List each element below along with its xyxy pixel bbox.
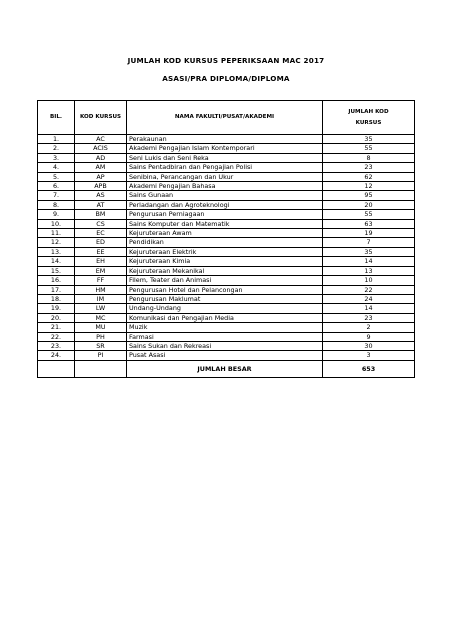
- cell-jumlah: 55: [323, 210, 415, 219]
- document-subtitle: ASASI/PRA DIPLOMA/DIPLOMA: [162, 74, 290, 83]
- cell-kod-kursus: CS: [75, 219, 127, 228]
- cell-kod-kursus: FF: [75, 276, 127, 285]
- table-row: [38, 238, 415, 247]
- cell-jumlah: 20: [323, 200, 415, 209]
- cell-bil: 11.: [38, 229, 75, 238]
- table-row: [38, 266, 415, 275]
- header-nama: NAMA FAKULTI/PUSAT/AKADEMI: [127, 101, 323, 135]
- cell-nama: Pusat Asasi: [127, 351, 323, 360]
- cell-nama: Perakaunan: [127, 135, 323, 144]
- table-row: [38, 219, 415, 228]
- cell-kod-kursus: EE: [75, 247, 127, 256]
- cell-jumlah: 10: [323, 276, 415, 285]
- cell-nama: Pengurusan Perniagaan: [127, 210, 323, 219]
- cell-kod-kursus: BM: [75, 210, 127, 219]
- cell-nama: Pendidikan: [127, 238, 323, 247]
- cell-kod-kursus: AS: [75, 191, 127, 200]
- cell-nama: Filem, Teater dan Animasi: [127, 276, 323, 285]
- table-row: [38, 210, 415, 219]
- cell-kod-kursus: EM: [75, 266, 127, 275]
- table-row: [38, 313, 415, 322]
- cell-kod-kursus: AC: [75, 135, 127, 144]
- table-row: [38, 257, 415, 266]
- total-label: JUMLAH BESAR: [127, 360, 323, 377]
- cell-jumlah: 12: [323, 182, 415, 191]
- table-row: [38, 163, 415, 172]
- table-row: [38, 153, 415, 162]
- cell-jumlah: 35: [323, 247, 415, 256]
- cell-nama: Sains Komputer dan Matematik: [127, 219, 323, 228]
- cell-kod-kursus: LW: [75, 304, 127, 313]
- table-row: [38, 247, 415, 256]
- cell-bil: 5.: [38, 172, 75, 181]
- cell-kod-kursus: SR: [75, 341, 127, 350]
- cell-jumlah: 30: [323, 341, 415, 350]
- cell-kod-kursus: ACIS: [75, 144, 127, 153]
- cell-kod-kursus: EC: [75, 229, 127, 238]
- header-kod-kursus: KOD KURSUS: [75, 101, 127, 135]
- cell-kod-kursus: AT: [75, 200, 127, 209]
- cell-jumlah: 95: [323, 191, 415, 200]
- cell-jumlah: 23: [323, 313, 415, 322]
- cell-jumlah: 14: [323, 257, 415, 266]
- table-row: [38, 229, 415, 238]
- header-bil: BIL.: [38, 101, 75, 135]
- cell-kod-kursus: AM: [75, 163, 127, 172]
- total-empty-cell: [38, 360, 75, 377]
- cell-nama: Pengurusan Maklumat: [127, 294, 323, 303]
- cell-jumlah: 19: [323, 229, 415, 238]
- cell-bil: 1.: [38, 135, 75, 144]
- cell-jumlah: 8: [323, 153, 415, 162]
- cell-kod-kursus: AD: [75, 153, 127, 162]
- cell-jumlah: 35: [323, 135, 415, 144]
- cell-nama: Kejuruteraan Mekanikal: [127, 266, 323, 275]
- cell-jumlah: 3: [323, 351, 415, 360]
- table-row: [38, 144, 415, 153]
- cell-nama: Senibina, Perancangan dan Ukur: [127, 172, 323, 181]
- cell-nama: Seni Lukis dan Seni Reka: [127, 153, 323, 162]
- table-row: [38, 285, 415, 294]
- cell-bil: 18.: [38, 294, 75, 303]
- cell-nama: Pengurusan Hotel dan Pelancongan: [127, 285, 323, 294]
- cell-nama: Undang-Undang: [127, 304, 323, 313]
- cell-bil: 16.: [38, 276, 75, 285]
- total-value: 653: [323, 360, 415, 377]
- cell-bil: 4.: [38, 163, 75, 172]
- cell-nama: Perladangan dan Agroteknologi: [127, 200, 323, 209]
- cell-bil: 7.: [38, 191, 75, 200]
- cell-nama: Akademi Pengajian Islam Kontemporari: [127, 144, 323, 153]
- table-row: [38, 200, 415, 209]
- cell-nama: Sains Gunaan: [127, 191, 323, 200]
- header-jumlah-line1: JUMLAH KOD: [348, 108, 389, 115]
- cell-bil: 15.: [38, 266, 75, 275]
- cell-bil: 21.: [38, 323, 75, 332]
- cell-bil: 22.: [38, 332, 75, 341]
- total-row: [38, 360, 415, 377]
- cell-nama: Kejuruteraan Kimia: [127, 257, 323, 266]
- table-row: [38, 182, 415, 191]
- total-empty-cell: [75, 360, 127, 377]
- cell-kod-kursus: PI: [75, 351, 127, 360]
- cell-jumlah: 22: [323, 285, 415, 294]
- cell-kod-kursus: APB: [75, 182, 127, 191]
- cell-bil: 12.: [38, 238, 75, 247]
- cell-jumlah: 63: [323, 219, 415, 228]
- header-jumlah: [323, 101, 415, 135]
- cell-nama: Sains Pentadbiran dan Pengajian Polisi: [127, 163, 323, 172]
- cell-bil: 8.: [38, 200, 75, 209]
- cell-nama: Kejuruteraan Awam: [127, 229, 323, 238]
- cell-bil: 24.: [38, 351, 75, 360]
- table-row: [38, 294, 415, 303]
- cell-kod-kursus: MU: [75, 323, 127, 332]
- cell-jumlah: 2: [323, 323, 415, 332]
- table-row: [38, 351, 415, 360]
- cell-bil: 14.: [38, 257, 75, 266]
- document-title: JUMLAH KOD KURSUS PEPERIKSAAN MAC 2017: [127, 56, 325, 65]
- table-row: [38, 191, 415, 200]
- cell-jumlah: 14: [323, 304, 415, 313]
- cell-kod-kursus: IM: [75, 294, 127, 303]
- header-jumlah-line2: KURSUS: [355, 119, 382, 126]
- cell-kod-kursus: MC: [75, 313, 127, 322]
- course-code-table: [37, 100, 415, 378]
- table-row: [38, 323, 415, 332]
- cell-nama: Farmasi: [127, 332, 323, 341]
- cell-kod-kursus: EH: [75, 257, 127, 266]
- table-body: [38, 135, 415, 361]
- cell-jumlah: 7: [323, 238, 415, 247]
- cell-bil: 13.: [38, 247, 75, 256]
- table-row: [38, 135, 415, 144]
- cell-jumlah: 62: [323, 172, 415, 181]
- table-row: [38, 172, 415, 181]
- cell-bil: 17.: [38, 285, 75, 294]
- cell-bil: 19.: [38, 304, 75, 313]
- table-header-row: [38, 101, 415, 135]
- cell-bil: 2.: [38, 144, 75, 153]
- table-row: [38, 276, 415, 285]
- cell-bil: 6.: [38, 182, 75, 191]
- cell-kod-kursus: ED: [75, 238, 127, 247]
- cell-nama: Komunikasi dan Pengajian Media: [127, 313, 323, 322]
- cell-bil: 9.: [38, 210, 75, 219]
- cell-kod-kursus: HM: [75, 285, 127, 294]
- cell-kod-kursus: AP: [75, 172, 127, 181]
- cell-jumlah: 24: [323, 294, 415, 303]
- table-row: [38, 341, 415, 350]
- cell-nama: Muzik: [127, 323, 323, 332]
- cell-nama: Sains Sukan dan Rekreasi: [127, 341, 323, 350]
- table-row: [38, 304, 415, 313]
- cell-bil: 10.: [38, 219, 75, 228]
- cell-jumlah: 23: [323, 163, 415, 172]
- cell-jumlah: 9: [323, 332, 415, 341]
- cell-kod-kursus: PH: [75, 332, 127, 341]
- cell-jumlah: 13: [323, 266, 415, 275]
- cell-bil: 3.: [38, 153, 75, 162]
- cell-nama: Kejuruteraan Elektrik: [127, 247, 323, 256]
- cell-jumlah: 55: [323, 144, 415, 153]
- cell-nama: Akademi Pengajian Bahasa: [127, 182, 323, 191]
- cell-bil: 20.: [38, 313, 75, 322]
- table-row: [38, 332, 415, 341]
- cell-bil: 23.: [38, 341, 75, 350]
